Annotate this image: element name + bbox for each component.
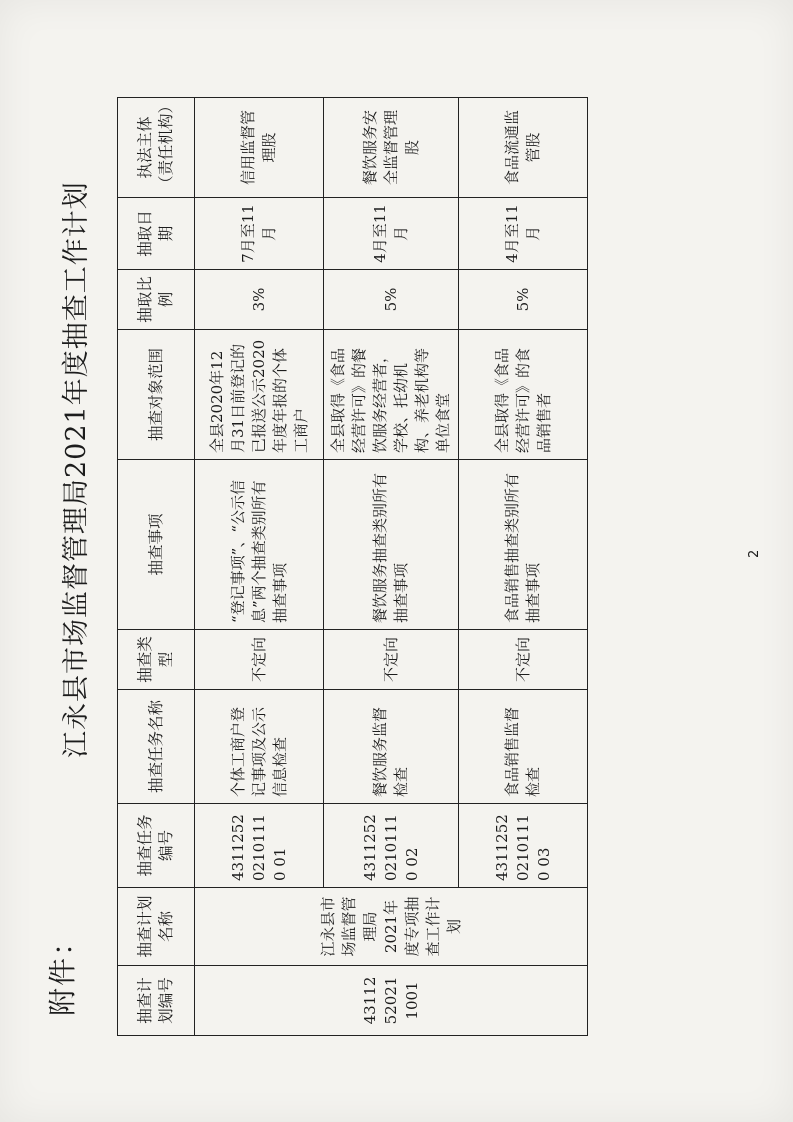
task-name-cell: 个体工商户登记事项及公示信息检查	[194, 690, 323, 804]
ratio-cell: 5%	[458, 270, 587, 330]
plan-id-cell: 43112520211001	[194, 966, 587, 1036]
items-cell: “登记事项”、“公示信息”两个抽查类别所有抽查事项	[194, 460, 323, 630]
date-cell: 4月至11月	[323, 198, 458, 270]
header-date: 抽取日期	[117, 198, 194, 270]
inspection-plan-table	[117, 97, 588, 1036]
header-type: 抽查类型	[117, 630, 194, 690]
plan-name-cell: 江永县市场监督管理局2021年度专项抽查工作计划	[194, 888, 587, 966]
table-row	[194, 98, 323, 1036]
date-cell: 4月至11月	[458, 198, 587, 270]
date-cell: 7月至11月	[194, 198, 323, 270]
task-name-cell: 食品销售监督检查	[458, 690, 587, 804]
agency-cell: 信用监督管理股	[194, 98, 323, 198]
ratio-cell: 3%	[194, 270, 323, 330]
type-cell: 不定向	[194, 630, 323, 690]
items-cell: 食品销售抽查类别所有抽查事项	[458, 460, 587, 630]
header-scope: 抽查对象范围	[117, 330, 194, 460]
items-cell: 餐饮服务抽查类别所有抽查事项	[323, 460, 458, 630]
document-title: 江永县市场监督管理局2021年度抽查工作计划	[60, 181, 92, 758]
rotated-page	[29, 64, 765, 1058]
scope-cell: 全县取得《食品经营许可》的食品销售者	[458, 330, 587, 460]
agency-cell: 食品流通监管股	[458, 98, 587, 198]
header-plan-id: 抽查计划编号	[117, 966, 194, 1036]
task-id-cell: 431125202101110 03	[458, 804, 587, 888]
scope-cell: 全县2020年12月31日前登记的已报送公示2020年度年报的个体工商户	[194, 330, 323, 460]
ratio-cell: 5%	[323, 270, 458, 330]
header-task-name: 抽查任务名称	[117, 690, 194, 804]
header-task-id: 抽查任务编号	[117, 804, 194, 888]
header-items: 抽查事项	[117, 460, 194, 630]
header-plan-name: 抽查计划名称	[117, 888, 194, 966]
scope-cell: 全县取得《食品经营许可》的餐饮服务经营者，学校、托幼机构、养老机构等单位食堂	[323, 330, 458, 460]
type-cell: 不定向	[458, 630, 587, 690]
header-ratio: 抽取比例	[117, 270, 194, 330]
task-id-cell: 431125202101110 01	[194, 804, 323, 888]
table-header-row	[117, 98, 194, 1036]
page-number: 2	[746, 549, 762, 558]
agency-cell: 餐饮服务安全监督管理股	[323, 98, 458, 198]
attachment-label: 附件：	[45, 925, 79, 1016]
task-name-cell: 餐饮服务监督检查	[323, 690, 458, 804]
task-id-cell: 431125202101110 02	[323, 804, 458, 888]
header-agency: 执法主体（责任机构）	[117, 98, 194, 198]
type-cell: 不定向	[323, 630, 458, 690]
